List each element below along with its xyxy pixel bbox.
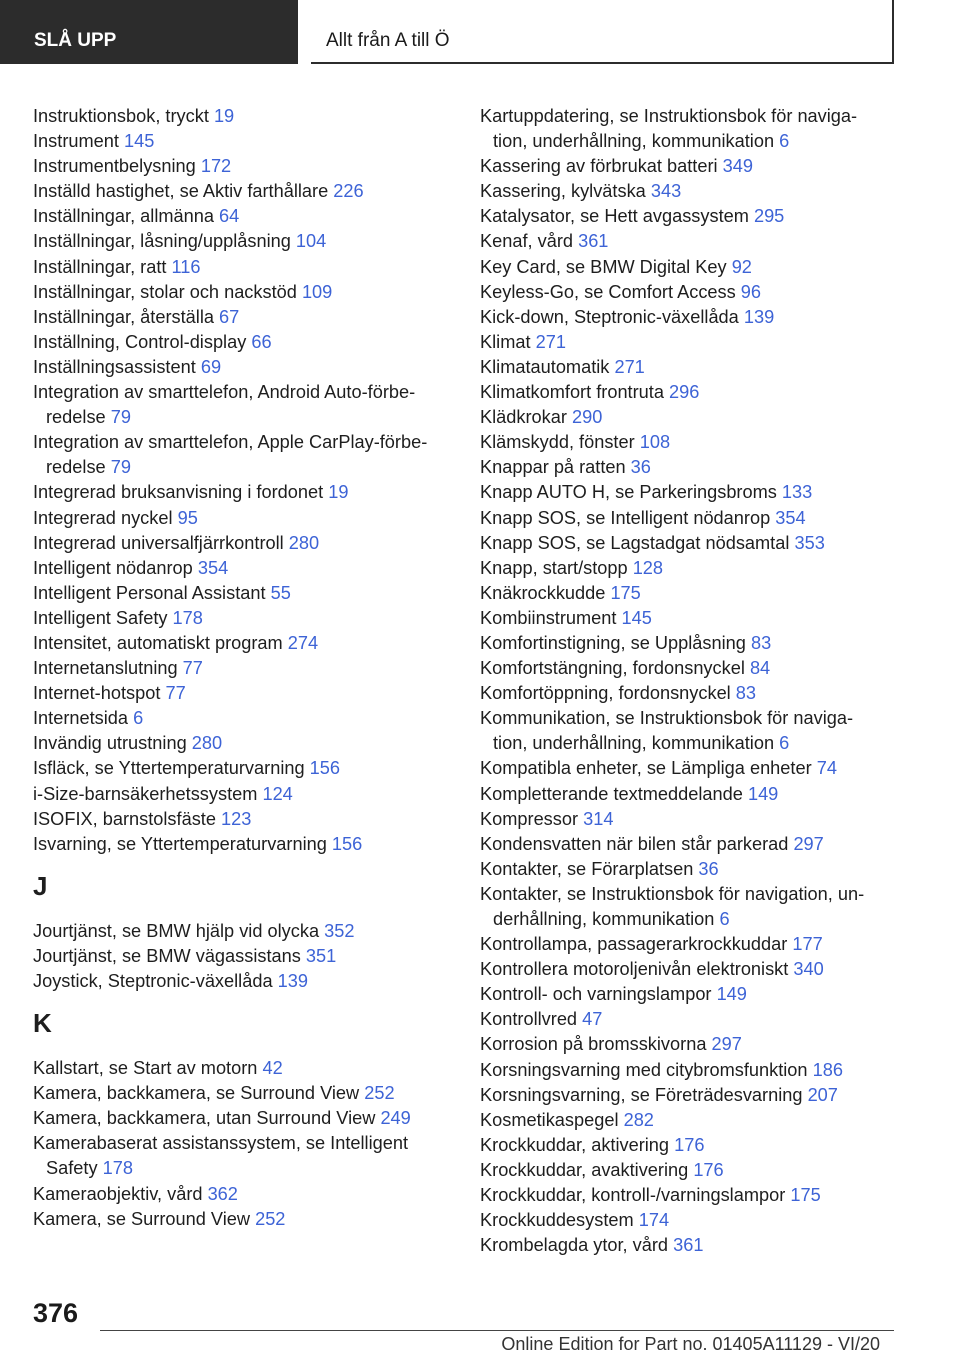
- page-link[interactable]: 175: [790, 1185, 821, 1206]
- index-entry: [33, 944, 451, 969]
- page-link[interactable]: 79: [110, 457, 131, 478]
- page-link[interactable]: 124: [262, 783, 293, 804]
- page-link[interactable]: 280: [288, 532, 320, 553]
- page-link[interactable]: 66: [251, 331, 272, 352]
- page-link[interactable]: 271: [535, 331, 566, 352]
- index-entry: [480, 706, 890, 756]
- page-link[interactable]: 139: [277, 971, 308, 991]
- page-link[interactable]: 207: [807, 1084, 838, 1105]
- index-entry: [33, 330, 451, 355]
- index-entry-text: ISOFIX, barnstolsfäste: [33, 808, 216, 829]
- page-link[interactable]: 352: [324, 920, 355, 941]
- index-entry-text: Intensitet, automatiskt program: [33, 632, 283, 653]
- page-link[interactable]: 77: [165, 683, 186, 704]
- index-entry: [33, 154, 451, 179]
- index-entry: [33, 581, 451, 606]
- page-link[interactable]: 353: [794, 532, 825, 553]
- index-entry: [480, 380, 890, 405]
- page-link[interactable]: 282: [623, 1109, 654, 1130]
- index-entry: [480, 104, 890, 154]
- index-entry-text: Kamerabaserat assistanssystem, se Intelligent Safety: [33, 1133, 409, 1179]
- page-link[interactable]: 156: [331, 833, 363, 854]
- index-entry: [33, 305, 451, 330]
- page-link[interactable]: 177: [792, 934, 823, 955]
- page-link[interactable]: 133: [781, 482, 813, 503]
- index-entry: [33, 731, 451, 756]
- index-entry: [33, 229, 451, 254]
- index-entry: [480, 455, 890, 480]
- index-entry: [480, 330, 890, 355]
- page-link[interactable]: 362: [207, 1183, 238, 1204]
- index-column-left: [33, 104, 451, 1232]
- index-entry-text: Klimatautomatik: [480, 356, 610, 377]
- index-entry: [480, 807, 890, 832]
- index-entry-text: Internetsida: [33, 708, 129, 729]
- page-link[interactable]: 6: [133, 708, 144, 729]
- index-entry-text: Integrerad bruksanvisning i fordonet: [33, 482, 324, 503]
- section-tab: SLÅ UPP: [0, 0, 298, 64]
- index-entry: [480, 957, 890, 982]
- index-entry-text: Inställningsassistent: [33, 356, 196, 377]
- index-entry-text: Korrosion på bromsskivorna: [480, 1034, 707, 1055]
- index-entry: [33, 782, 451, 807]
- index-letter-heading: J: [33, 870, 48, 901]
- index-entry: [480, 179, 890, 204]
- index-entry: [33, 656, 451, 681]
- page-link[interactable]: 145: [621, 607, 652, 628]
- page-link[interactable]: 252: [255, 1208, 286, 1229]
- index-entry-text: Komfortöppning, fordonsnyckel: [480, 683, 731, 704]
- index-entry: [33, 104, 451, 129]
- page-link[interactable]: 178: [102, 1158, 133, 1179]
- page-link[interactable]: 178: [172, 607, 203, 628]
- page-link[interactable]: 361: [578, 231, 609, 252]
- index-entry: [480, 1108, 890, 1133]
- page-link[interactable]: 354: [775, 507, 806, 528]
- page-link[interactable]: 42: [262, 1058, 283, 1079]
- page-link[interactable]: 83: [750, 632, 772, 653]
- index-entry: [33, 430, 451, 480]
- page-link[interactable]: 36: [698, 858, 719, 879]
- index-entry: [33, 355, 451, 380]
- index-entry-text: Kontrollampa, passagerarkrockkuddar: [480, 934, 788, 955]
- page-link[interactable]: 271: [614, 356, 645, 377]
- index-entry: [480, 1083, 890, 1108]
- index-entry-text: Kondensvatten när bilen står parkerad: [480, 833, 789, 854]
- index-entry-text: Integration av smarttelefon, Android Auto-förbe‐ redelse: [33, 382, 416, 428]
- index-entry: [480, 1133, 890, 1158]
- page-link[interactable]: 186: [812, 1059, 843, 1080]
- index-entry: [480, 204, 890, 229]
- page-link[interactable]: 252: [364, 1083, 395, 1104]
- index-entry: [480, 782, 890, 807]
- footer-divider: [100, 1330, 894, 1331]
- index-entry: [480, 531, 890, 556]
- index-entry: [480, 1208, 890, 1233]
- index-entry: [33, 556, 451, 581]
- page-link[interactable]: 95: [177, 507, 198, 528]
- chapter-title: Allt från A till Ö: [311, 0, 894, 64]
- index-entry-text: Kick-down, Steptronic-växellåda: [480, 306, 739, 327]
- page-link[interactable]: 343: [650, 181, 682, 202]
- page-number: 376: [33, 1298, 79, 1328]
- index-entry: [480, 430, 890, 455]
- index-entry: [33, 1131, 451, 1181]
- page-link[interactable]: 149: [747, 783, 779, 804]
- page-link[interactable]: 96: [740, 281, 762, 302]
- index-entry: [480, 832, 890, 857]
- page-link[interactable]: 354: [197, 557, 229, 578]
- index-entry: [33, 681, 451, 706]
- index-entry-text: Klämskydd, fönster: [480, 432, 635, 453]
- index-entry: [480, 255, 890, 280]
- index-entry: [480, 1007, 890, 1032]
- index-entry: [33, 1056, 451, 1081]
- page-link[interactable]: 172: [200, 156, 232, 177]
- index-entry: [480, 305, 890, 330]
- page-link[interactable]: 175: [610, 582, 641, 603]
- index-entry: [33, 1182, 451, 1207]
- page-link[interactable]: 55: [270, 582, 291, 603]
- page-link[interactable]: 19: [328, 482, 349, 503]
- index-entry-text: Kartuppdatering, se Instruktionsbok för naviga‐ tion, underhållning, kommunikation: [480, 106, 858, 152]
- index-entry: [480, 606, 890, 631]
- index-entry: [33, 380, 451, 430]
- index-entry: [33, 969, 451, 994]
- index-entry: [33, 506, 451, 531]
- page-link[interactable]: 83: [735, 683, 757, 704]
- page-link[interactable]: 226: [333, 181, 364, 202]
- page-link[interactable]: 290: [572, 407, 603, 428]
- page-link[interactable]: 139: [743, 306, 775, 327]
- index-letter-heading: K: [33, 1008, 52, 1039]
- index-entry: [480, 229, 890, 254]
- index-entry-text: Krombelagda ytor, vård: [480, 1235, 669, 1256]
- index-entry-text: Kontakter, se Förarplatsen: [480, 858, 694, 879]
- index-entry-text: Kontrollera motoroljenivån elektroniskt: [480, 959, 789, 980]
- index-entry: [33, 280, 451, 305]
- index-entry-text: Inställningar, stolar och nackstöd: [33, 281, 297, 302]
- index-entry-text: Integrerad universalfjärrkontroll: [33, 532, 284, 553]
- index-entry-text: Kontakter, se Instruktionsbok för navigation, un‐ derhållning, kommunikation: [480, 883, 865, 929]
- index-entry: [33, 480, 451, 505]
- index-entry: [33, 919, 451, 944]
- page-link[interactable]: 349: [722, 156, 753, 177]
- index-entry: [480, 1058, 890, 1083]
- page-link[interactable]: 274: [287, 632, 319, 653]
- index-entry: [480, 405, 890, 430]
- page-link[interactable]: 67: [219, 306, 240, 327]
- index-entry-text: Kenaf, vård: [480, 231, 574, 252]
- index-entry-text: Komfortstängning, fordonsnyckel: [480, 658, 745, 679]
- index-entry-text: Inställningar, allmänna: [33, 206, 214, 227]
- index-entry: [480, 506, 890, 531]
- index-entry-text: Klädkrokar: [480, 407, 567, 428]
- index-entry: [33, 606, 451, 631]
- index-entry-text: Kombiinstrument: [480, 607, 617, 628]
- index-entry-text: Klimatkomfort frontruta: [480, 382, 664, 403]
- index-entry-text: Inställningar, ratt: [33, 256, 167, 277]
- page-link[interactable]: 280: [191, 733, 223, 754]
- page-link[interactable]: 84: [749, 658, 771, 679]
- page-link[interactable]: 6: [719, 909, 730, 929]
- page-link[interactable]: 176: [693, 1159, 724, 1180]
- index-entry-text: Intelligent nödanrop: [33, 557, 193, 578]
- index-entry: [480, 154, 890, 179]
- index-entry-text: Kamera, se Surround View: [33, 1208, 251, 1229]
- index-entry: [33, 531, 451, 556]
- index-entry-text: Instruktionsbok, tryckt: [33, 106, 209, 126]
- index-entry: [33, 832, 451, 857]
- index-entry: [33, 179, 451, 204]
- index-entry-text: Isvarning, se Yttertemperaturvarning: [33, 833, 327, 854]
- index-entry: [480, 681, 890, 706]
- index-entry-text: Jourtjänst, se BMW hjälp vid olycka: [33, 920, 320, 941]
- index-entry-text: Krockkuddar, aktivering: [480, 1134, 670, 1155]
- index-entry: [480, 355, 890, 380]
- index-entry-text: Katalysator, se Hett avgassystem: [480, 206, 749, 227]
- page-link[interactable]: 297: [793, 833, 824, 854]
- index-entry: [480, 756, 890, 781]
- index-entry-text: Komfortinstigning, se Upplåsning: [480, 632, 746, 653]
- index-entry: [480, 1158, 890, 1183]
- page-link[interactable]: 74: [816, 758, 837, 779]
- index-entry-text: Korsningsvarning med citybromsfunktion: [480, 1059, 808, 1080]
- page-link[interactable]: 92: [731, 256, 752, 277]
- index-entry: [33, 807, 451, 832]
- index-entry-text: Knappar på ratten: [480, 457, 626, 478]
- index-entry-text: Knapp, start/stopp: [480, 557, 628, 578]
- index-column-right: [480, 104, 890, 1258]
- index-entry-text: Kallstart, se Start av motorn: [33, 1058, 258, 1079]
- page-link[interactable]: 109: [301, 281, 333, 302]
- index-entry: [480, 556, 890, 581]
- index-entry-text: Joystick, Steptronic-växellåda: [33, 971, 273, 991]
- edition-note: Online Edition for Part no. 01405A11129 - VI/20: [501, 1334, 880, 1354]
- page-link[interactable]: 314: [583, 808, 614, 829]
- index-entry: [480, 631, 890, 656]
- index-entry-text: Kosmetikaspegel: [480, 1109, 619, 1130]
- index-entry: [480, 882, 890, 932]
- index-entry-text: Key Card, se BMW Digital Key: [480, 256, 727, 277]
- index-entry: [480, 857, 890, 882]
- index-entry: [480, 1183, 890, 1208]
- page-link[interactable]: 249: [380, 1108, 411, 1129]
- index-entry-text: Intelligent Safety: [33, 607, 168, 628]
- page-link[interactable]: 64: [219, 206, 240, 227]
- index-entry-text: Inställningar, låsning/upplåsning: [33, 231, 291, 252]
- index-entry-text: Inställd hastighet, se Aktiv farthållare: [33, 181, 329, 202]
- index-entry-text: Intelligent Personal Assistant: [33, 582, 266, 603]
- page-link[interactable]: 361: [673, 1235, 704, 1256]
- index-entry: [480, 1032, 890, 1057]
- page-link[interactable]: 174: [638, 1210, 670, 1231]
- index-entry: [33, 756, 451, 781]
- page-header: [0, 0, 960, 66]
- page-link[interactable]: 77: [182, 658, 203, 679]
- index-entry-text: Kompatibla enheter, se Lämpliga enheter: [480, 758, 812, 779]
- index-entry-text: Krockkuddar, avaktivering: [480, 1159, 689, 1180]
- page-link[interactable]: 295: [753, 206, 785, 227]
- index-entry-text: Kameraobjektiv, vård: [33, 1183, 203, 1204]
- index-entry-text: Internetanslutning: [33, 658, 178, 679]
- index-entry: [33, 1106, 451, 1131]
- index-entry-text: Knapp SOS, se Lagstadgat nödsamtal: [480, 532, 790, 553]
- page-link[interactable]: 47: [582, 1009, 603, 1030]
- page-link[interactable]: 19: [213, 106, 235, 126]
- index-entry: [33, 1207, 451, 1232]
- index-entry: [33, 255, 451, 280]
- index-entry-text: Kontrollvred: [480, 1009, 578, 1030]
- index-entry: [33, 1081, 451, 1106]
- page-link[interactable]: 6: [779, 733, 790, 754]
- index-entry: [33, 129, 451, 154]
- index-entry: [480, 1233, 890, 1258]
- index-entry-text: Kamera, backkamera, se Surround View: [33, 1083, 360, 1104]
- index-entry-text: Inställningar, återställa: [33, 306, 214, 327]
- index-entry-text: Integration av smarttelefon, Apple CarPlay-förbe‐ redelse: [33, 432, 428, 478]
- page-link[interactable]: 156: [309, 758, 341, 779]
- index-entry-text: Kassering av förbrukat batteri: [480, 156, 718, 177]
- index-entry-text: Kassering, kylvätska: [480, 181, 646, 202]
- page-link[interactable]: 297: [711, 1034, 742, 1055]
- index-entry-text: Instrument: [33, 131, 119, 152]
- page-link[interactable]: 149: [716, 984, 747, 1005]
- page-link[interactable]: 108: [639, 432, 671, 453]
- index-entry-text: Kompressor: [480, 808, 579, 829]
- index-entry: [480, 932, 890, 957]
- index-entry-text: Knäkrockkudde: [480, 582, 606, 603]
- page-link[interactable]: 6: [779, 131, 790, 152]
- index-entry: [33, 706, 451, 731]
- page-link[interactable]: 116: [171, 256, 201, 277]
- index-entry-text: Inställning, Control-display: [33, 331, 247, 352]
- index-entry-text: Krockkuddar, kontroll-/varningslampor: [480, 1185, 786, 1206]
- index-entry-text: Knapp SOS, se Intelligent nödanrop: [480, 507, 771, 528]
- index-entry: [480, 480, 890, 505]
- page-link[interactable]: 69: [200, 356, 222, 377]
- page-link[interactable]: 128: [632, 557, 664, 578]
- index-entry: [33, 204, 451, 229]
- page-link[interactable]: 351: [305, 945, 337, 966]
- index-entry: [480, 982, 890, 1007]
- index-entry-text: Krockkuddesystem: [480, 1210, 634, 1231]
- index-entry-text: Internet-hotspot: [33, 683, 161, 704]
- index-entry-text: Kontroll- och varningslampor: [480, 984, 712, 1005]
- page-link[interactable]: 104: [295, 231, 327, 252]
- index-entry-text: i-Size-barnsäkerhetssystem: [33, 783, 258, 804]
- page-link[interactable]: 123: [221, 808, 252, 829]
- page-link[interactable]: 296: [669, 382, 700, 403]
- index-entry-text: Knapp AUTO H, se Parkeringsbroms: [480, 482, 777, 503]
- page-link[interactable]: 176: [674, 1134, 705, 1155]
- index-entry-text: Korsningsvarning, se Företrädesvarning: [480, 1084, 803, 1105]
- index-entry-text: Instrumentbelysning: [33, 156, 196, 177]
- page-link[interactable]: 340: [793, 959, 824, 980]
- index-entry: [480, 280, 890, 305]
- index-entry-text: Isfläck, se Yttertemperaturvarning: [33, 758, 305, 779]
- index-entry-text: Kamera, backkamera, utan Surround View: [33, 1108, 376, 1129]
- page-link[interactable]: 36: [630, 457, 651, 478]
- index-entry-text: Keyless-Go, se Comfort Access: [480, 281, 736, 302]
- index-entry-text: Kompletterande textmeddelande: [480, 783, 743, 804]
- index-entry-text: Invändig utrustning: [33, 733, 187, 754]
- index-entry: [480, 656, 890, 681]
- index-entry-text: Kommunikation, se Instruktionsbok för naviga‐ tion, underhållning, kommunikation: [480, 708, 854, 754]
- page-link[interactable]: 145: [123, 131, 155, 152]
- index-entry-text: Klimat: [480, 331, 531, 352]
- page-link[interactable]: 79: [110, 407, 131, 428]
- index-entry: [33, 631, 451, 656]
- index-entry-text: Jourtjänst, se BMW vägassistans: [33, 945, 301, 966]
- index-entry: [480, 581, 890, 606]
- index-entry-text: Integrerad nyckel: [33, 507, 173, 528]
